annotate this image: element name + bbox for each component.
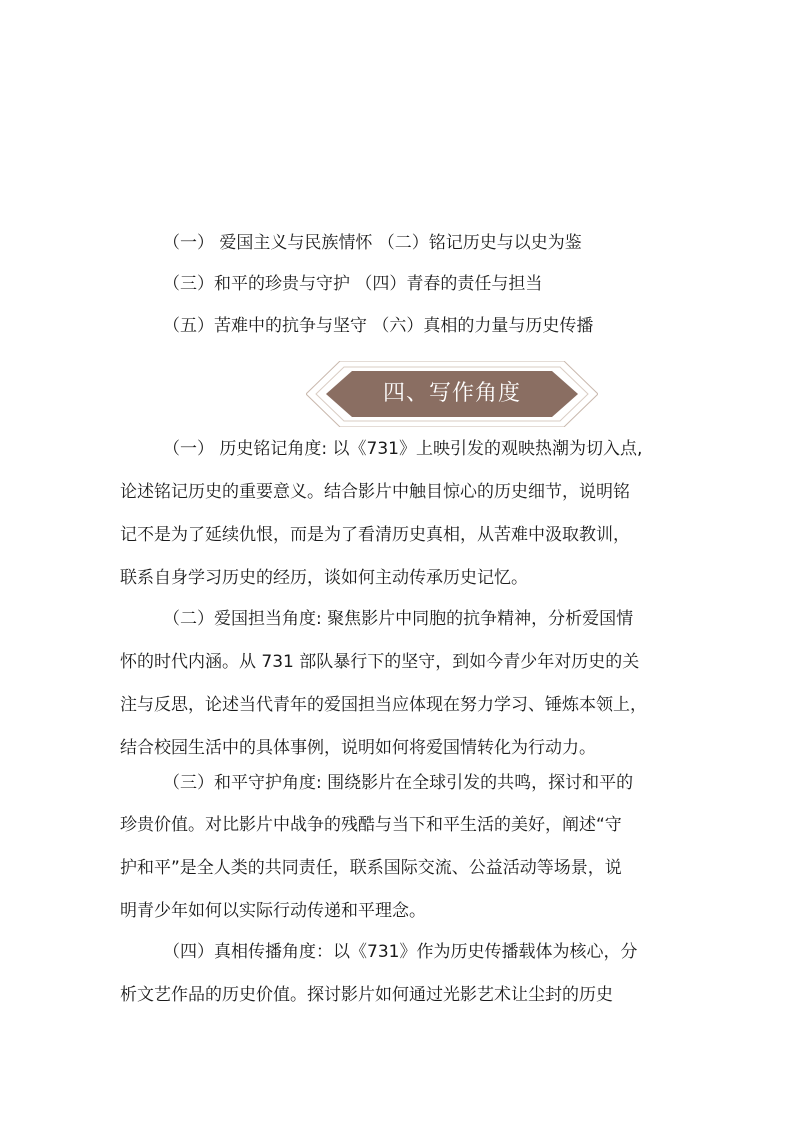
topic-line-1: （一） 爱国主义与民族情怀 （二）铭记历史与以史为鉴: [163, 233, 582, 253]
paragraph-line: 记不是为了延续仇恨，而是为了看清历史真相，从苦难中汲取教训，: [120, 525, 630, 545]
paragraph-line: 析文艺作品的历史价值。探讨影片如何通过光影艺术让尘封的历史: [120, 985, 613, 1005]
paragraph-line: （一） 历史铭记角度: 以《731》上映引发的观映热潮为切入点,: [163, 439, 643, 459]
paragraph-line: 珍贵价值。对比影片中战争的残酷与当下和平生活的美好，阐述“守: [120, 815, 622, 835]
section-banner: [306, 361, 598, 427]
topic-line-2: （三）和平的珍贵与守护 （四）青春的责任与担当: [163, 274, 543, 294]
paragraph-line: 注与反思，论述当代青年的爱国担当应体现在努力学习、锤炼本领上，: [120, 695, 647, 715]
paragraph-line: （三）和平守护角度: 围绕影片在全球引发的共鸣，探讨和平的: [163, 773, 634, 793]
paragraph-line: 联系自身学习历史的经历，谈如何主动传承历史记忆。: [120, 568, 528, 588]
paragraph-line: 结合校园生活中的具体事例，说明如何将爱国情转化为行动力。: [120, 738, 596, 758]
section-title: 四、写作角度: [382, 381, 521, 406]
paragraph-line: 明青少年如何以实际行动传递和平理念。: [120, 901, 426, 921]
topic-line-3: （五）苦难中的抗争与坚守 （六）真相的力量与历史传播: [163, 316, 594, 336]
paragraph-line: 怀的时代内涵。从 731 部队暴行下的坚守，到如今青少年对历史的关: [120, 652, 640, 672]
paragraph-line: （四）真相传播角度：以《731》作为历史传播载体为核心，分: [163, 942, 638, 962]
paragraph-line: 论述铭记历史的重要意义。结合影片中触目惊心的历史细节，说明铭: [120, 482, 630, 502]
paragraph-line: 护和平”是全人类的共同责任，联系国际交流、公益活动等场景，说: [120, 858, 622, 878]
paragraph-line: （二）爱国担当角度: 聚焦影片中同胞的抗争精神，分析爱国情: [163, 609, 634, 629]
